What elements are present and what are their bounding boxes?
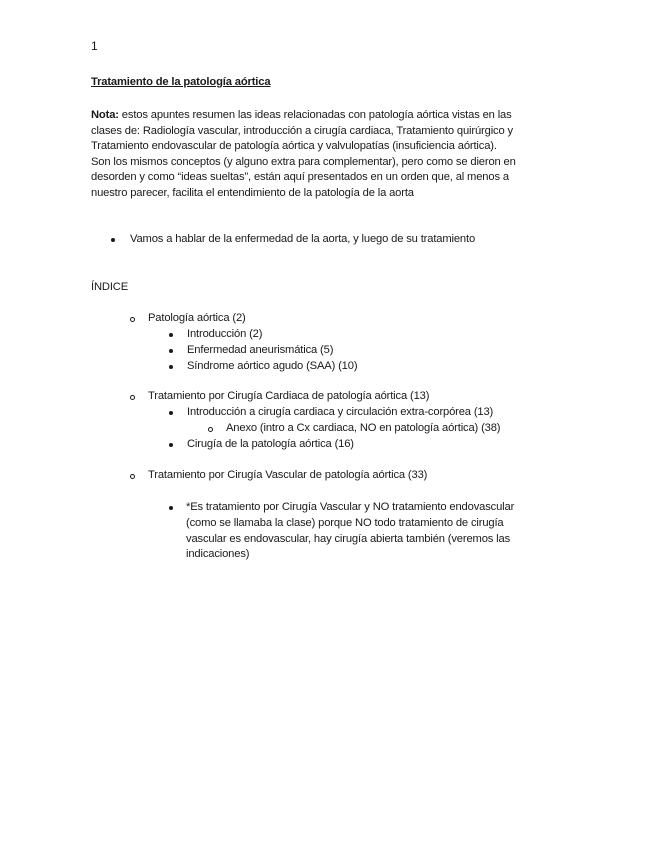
bullet-dot-icon [111,238,115,242]
index-section-2: Tratamiento por Cirugía Cardiaca de patología aórtica (13) [148,390,430,402]
index-item: Cirugía de la patología aórtica (16) [187,438,354,450]
index-section-3: Tratamiento por Cirugía Vascular de patología aórtica (33) [148,469,428,481]
note-label: Nota: [91,109,119,121]
note-line-4: Son los mismos conceptos (y alguno extra para complementar), pero como se dieron en [91,155,516,168]
index-subitem: Anexo (intro a Cx cardiaca, NO en patología aórtica) (38) [226,422,501,434]
bullet-dot-icon [169,411,173,415]
bullet-circle-icon [130,317,135,322]
note-line-1 [91,108,561,124]
document-title: Tratamiento de la patología aórtica [91,76,271,88]
index-item: Introducción (2) [187,328,263,340]
note-line-6: nuestro parecer, facilita el entendimiento de la patología de la aorta [91,186,414,199]
index-item: Síndrome aórtico agudo (SAA) (10) [187,360,358,372]
bullet-circle-icon [208,427,213,432]
bullet-dot-icon [169,333,173,337]
index-section-3-note [186,500,514,563]
note-text: estos apuntes resumen las ideas relacionadas con patología aórtica vistas en las [118,109,512,121]
note-line-3: Tratamiento endovascular de patología aórtica y valvulopatías (insuficiencia aórtica). [91,140,497,153]
bullet-circle-icon [130,395,135,400]
section-3-note-line-2: (como se llamaba la clase) porque NO todo tratamiento de cirugía [186,516,504,529]
index-item: Introducción a cirugía cardiaca y circulación extra-corpórea (13) [187,406,494,418]
section-3-note-line-4: indicaciones) [186,548,250,561]
index-heading: ÍNDICE [91,281,129,293]
intro-bullet-text: Vamos a hablar de la enfermedad de la aorta, y luego de su tratamiento [130,233,476,245]
bullet-dot-icon [169,506,173,510]
section-3-note-line-3: vascular es endovascular, hay cirugía abierta también (veremos las [186,532,511,545]
note-line-2: clases de: Radiología vascular, introducción a cirugía cardiaca, Tratamiento quirúrgico y [91,124,513,137]
bullet-dot-icon [169,365,173,369]
bullet-dot-icon [169,349,173,353]
index-item: Enfermedad aneurismática (5) [187,344,334,356]
bullet-dot-icon [169,443,173,447]
note-paragraph [91,108,561,202]
note-line-5: desorden y como “ideas sueltas”, están aquí presentados en un orden que, al menos a [91,171,509,184]
bullet-circle-icon [130,474,135,479]
section-3-note-line-1: *Es tratamiento por Cirugía Vascular y NO tratamiento endovascular [186,501,515,513]
index-section-1: Patología aórtica (2) [148,312,246,324]
page-number: 1 [91,39,98,53]
